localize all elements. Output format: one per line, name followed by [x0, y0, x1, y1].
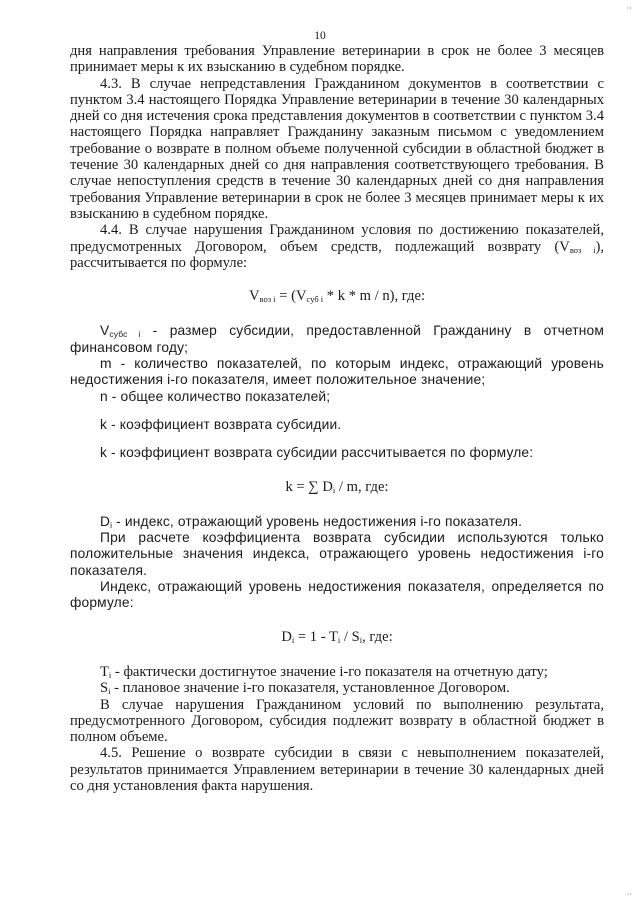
- formula-d-b: = 1 - T: [294, 628, 338, 645]
- formula-k-rest: / m, где:: [335, 478, 389, 495]
- definition-d-text: - индекс, отражающий уровень недостижения i-го показателя.: [112, 513, 523, 529]
- definition-k: k - коэффициент возврата субсидии.: [100, 416, 342, 432]
- definition-s-text: - плановое значение i-го показателя, установленное Договором.: [110, 680, 510, 697]
- scan-mark-top: ··: [626, 4, 632, 13]
- definition-d-sub: i: [110, 519, 113, 530]
- paragraph-4-4-text: 4.4. В случае нарушения Гражданином условия по достижению показателей, предусмотренных Договором, объем средств, подлежащий возврату (V: [70, 222, 604, 255]
- definition-s-sub: i: [108, 686, 111, 697]
- formula-k: [70, 479, 604, 495]
- definition-v-subsidy: [70, 323, 604, 356]
- paragraph-4-4: [70, 222, 604, 271]
- formula-d: [70, 629, 604, 645]
- definition-v-symbol: V: [100, 323, 110, 339]
- formula-v-mid: = (V: [275, 288, 307, 305]
- definition-s: [70, 680, 604, 696]
- formula-return-volume: [70, 288, 604, 304]
- paragraph-index-formula-intro: Индекс, отражающий уровень недостижения показателя, определяется по формуле:: [70, 579, 604, 611]
- definition-d: [70, 514, 604, 530]
- definition-m: m - количество показателей, по которым индекс, отражающий уровень недостижения i-го показателя, имеет положительное значение;: [70, 356, 604, 388]
- formula-v-lhs: V: [248, 288, 260, 305]
- formula-d-c-sub: i: [359, 634, 363, 645]
- document-body: [70, 43, 604, 794]
- definition-t: [70, 664, 604, 680]
- scan-mark-bottom: ··: [626, 890, 632, 899]
- formula-v-rest: * k * m / n), где:: [323, 288, 426, 305]
- definition-v-sub: субс i: [109, 329, 141, 340]
- formula-k-text: k = ∑ D: [285, 478, 333, 495]
- definition-t-text: - фактически достигнутое значение i-го показателя на отчетную дату;: [111, 663, 548, 680]
- paragraph-4-4-tail: ), рассчитывается по формуле:: [70, 238, 604, 271]
- formula-v-mid-sub: суб i: [306, 294, 324, 305]
- definition-t-symbol: T: [100, 663, 109, 680]
- definition-s-symbol: S: [100, 680, 109, 697]
- paragraph-continuation: дня направления требования Управление ветеринарии в срок не более 3 месяцев принимает меры к их взысканию в судебном порядке.: [70, 43, 604, 76]
- paragraph-result-violation: В случае нарушения Гражданином условий по выполнению результата, предусмотренного Договором, субсидия подлежит возврату в областной бюджет в полном объеме.: [70, 696, 604, 746]
- paragraph-4-4-subscript: воз i: [569, 244, 596, 255]
- formula-v-lhs-sub: воз i: [259, 294, 276, 305]
- formula-d-c: / S: [340, 628, 360, 645]
- formula-k-sub: i: [332, 484, 336, 495]
- formula-d-b-sub: i: [337, 634, 341, 645]
- paragraph-4-3: 4.3. В случае непредставления Гражданином документов в соответствии с пунктом 3.4 настоящего Порядка Управление ветеринарии в течение 30 календарных дней со дня истечения срока представления документов в соответствии с пунктом 3.4 настоящего Порядка направляет Гражданину заказным письмом с уведомлением требование о возврате в полном объеме полученной субсидии в областной бюджет в течение 30 календарных дней со дня направления соответствующего требования. В случае непоступления средств в течение 30 календарных дней со дня направления требования Управление ветеринарии в срок не более 3 месяцев принимает меры к их взысканию в судебном порядке.: [70, 75, 604, 222]
- definition-d-symbol: D: [100, 513, 111, 529]
- definition-n: n - общее количество показателей;: [100, 388, 331, 404]
- definition-k-formula-intro: k - коэффициент возврата субсидии рассчитывается по формуле:: [100, 445, 534, 461]
- formula-d-d: , где:: [362, 628, 393, 645]
- paragraph-4-5: 4.5. Решение о возврате субсидии в связи с невыполнением показателей, результатов принимается Управлением ветеринарии в течение 30 календарных дней со дня установления факта нарушения.: [70, 745, 604, 794]
- definition-v-text: - размер субсидии, предоставленной Гражданину в отчетном финансовом году;: [70, 323, 604, 355]
- formula-d-a: D: [281, 628, 292, 645]
- definition-t-sub: i: [108, 669, 112, 680]
- formula-d-a-sub: i: [291, 634, 295, 645]
- paragraph-positive-values: При расчете коэффициента возврата субсидии используются только положительные значения индекса, отражающего уровень недостижения i-го показателя.: [70, 530, 604, 578]
- page-number: 10: [314, 30, 326, 42]
